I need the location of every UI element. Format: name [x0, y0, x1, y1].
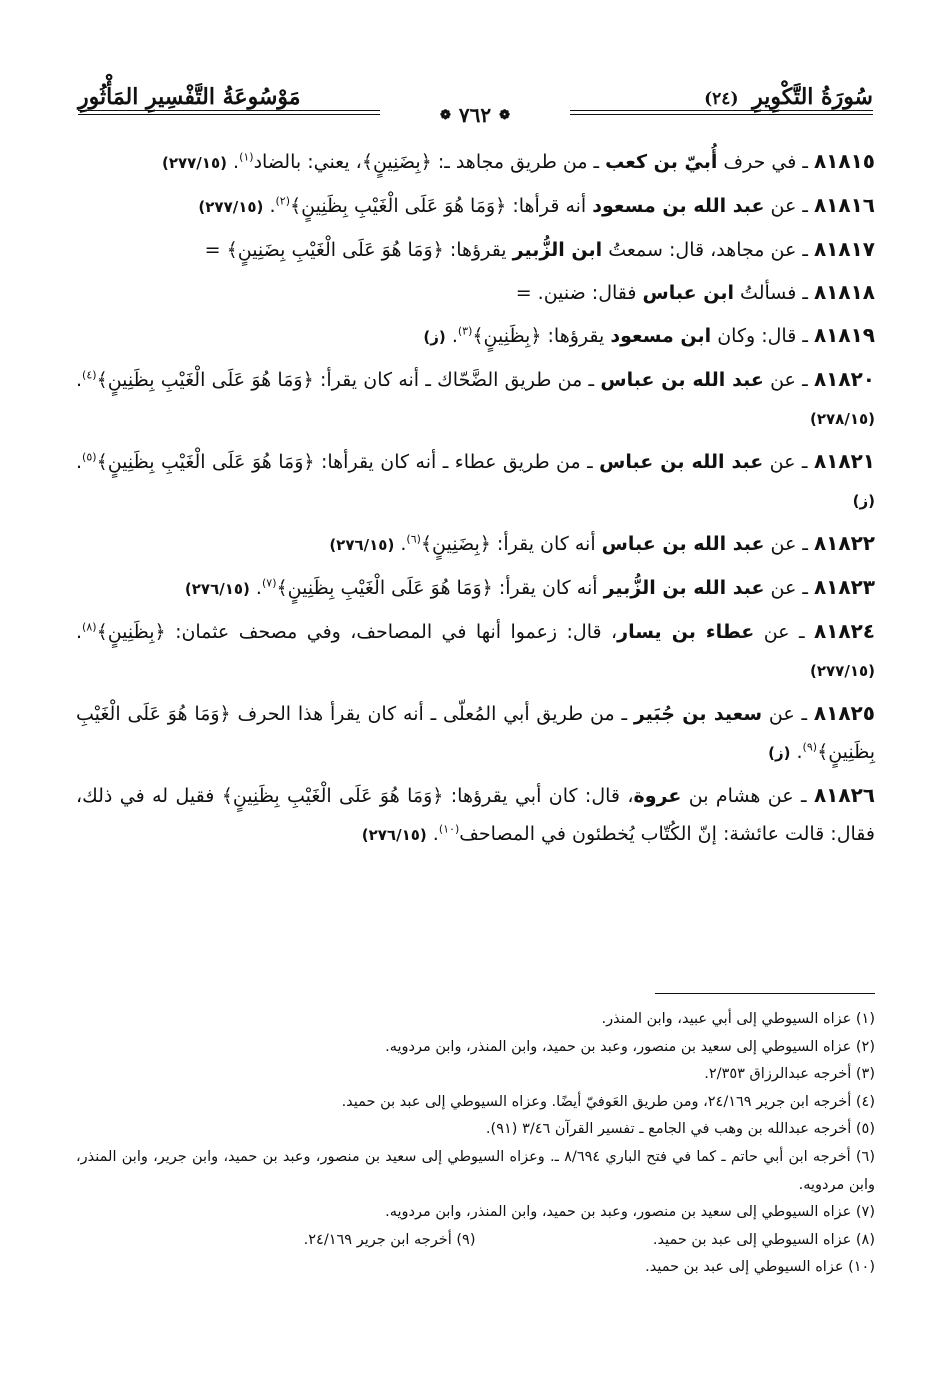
hadith-entry: ٨١٨٢١ ـ عن عبد الله بن عباس ـ من طريق عطاء ـ أنه كان يقرأها: ﴿وَمَا هُوَ عَلَى الْغَيْبِ بِظَنِينٍ﴾$^{(٥)}$. (ز): [76, 449, 875, 510]
footnote: (٧) عزاه السيوطي إلى سعيد بن منصور، وعبد بن حميد، وابن المنذر، وابن مردويه.: [385, 1204, 875, 1221]
quran-quote: ﴿وَمَا هُوَ عَلَى الْغَيْبِ بِظَنِينٍ﴾: [96, 369, 314, 391]
narrator-name: ابن عباس: [642, 282, 734, 304]
ornament-icon: ❁: [499, 107, 511, 123]
quran-quote: ﴿بِضَنِينٍ﴾: [420, 533, 491, 555]
narrator-name: ابن مسعود: [610, 325, 712, 347]
quran-quote: ﴿وَمَا هُوَ عَلَى الْغَيْبِ بِظَنِينٍ﴾: [290, 195, 507, 217]
footnote-marker[interactable]: (٨): [82, 620, 97, 634]
narrator-name: عبد الله بن عباس: [599, 451, 764, 473]
narrator-name: أُبيّ بن كعب: [605, 151, 718, 173]
footnote-marker[interactable]: (٧): [261, 576, 277, 590]
volume-reference: (٢٧٦/١٥): [184, 580, 250, 598]
narrator-name: عطاء بن يسار: [617, 621, 755, 643]
hadith-entry: ٨١٨٢٣ ـ عن عبد الله بن الزُّبير أنه كان يقرأ: ﴿وَمَا هُوَ عَلَى الْغَيْبِ بِظَنِينٍ﴾$^{(٧)}$. (٢٧٦/١٥): [184, 575, 875, 599]
quran-quote: ﴿وَمَا هُوَ عَلَى الْغَيْبِ بِضَنِينٍ﴾: [226, 239, 444, 261]
hadith-entry: ٨١٨١٧ ـ عن مجاهد، قال: سمعتُ ابن الزُّبير يقرؤها: ﴿وَمَا هُوَ عَلَى الْغَيْبِ بِضَنِينٍ﴾ =: [204, 237, 875, 261]
quran-quote: ﴿وَمَا هُوَ عَلَى الْغَيْبِ بِظَنِينٍ﴾: [96, 451, 315, 473]
source-code: (ز): [852, 492, 875, 510]
narrator-name: عبد الله بن الزُّبير: [603, 577, 765, 599]
volume-reference: (٢٧٦/١٥): [329, 536, 395, 554]
footnote-marker[interactable]: (٣): [457, 324, 473, 338]
narrator-name: عبد الله بن عباس: [601, 533, 765, 555]
volume-reference: (٢٧٧/١٥): [161, 154, 227, 172]
footnote: (٢) عزاه السيوطي إلى سعيد بن منصور، وعبد بن حميد، وابن المنذر، وابن مردويه.: [385, 1038, 875, 1055]
entry-number: ٨١٨١٥: [813, 149, 875, 173]
entry-number: ٨١٨٢٥: [813, 701, 875, 725]
page-number: ٧٦٢: [458, 103, 492, 127]
footnote-marker[interactable]: (١٠): [438, 822, 460, 836]
footnote: (١٠) عزاه السيوطي إلى عبد بن حميد.: [645, 1259, 875, 1276]
hadith-entry: ٨١٨٢٥ ـ عن سعيد بن جُبَير ـ من طريق أبي المُعلّى ـ أنه كان يقرأ هذا الحرف ﴿وَمَا هُوَ عَلَى الْغَيْبِ بِظَنِينٍ﴾$^{(٩)}$. (ز): [76, 701, 875, 763]
volume-reference: (٢٧٧/١٥): [810, 662, 875, 680]
footnote: (٤) أخرجه ابن جرير ٢٤/١٦٩، ومن طريق العَوفيّ أيضًا. وعزاه السيوطي إلى عبد بن حميد.: [341, 1093, 875, 1110]
footnote-marker[interactable]: (٢): [275, 194, 291, 208]
main-text: [76, 142, 875, 858]
quran-quote: ﴿وَمَا هُوَ عَلَى الْغَيْبِ بِظَنِينٍ﴾: [76, 703, 875, 763]
source-code: (ز): [423, 328, 446, 346]
hadith-entry: ٨١٨٢٢ ـ عن عبد الله بن عباس أنه كان يقرأ: ﴿بِضَنِينٍ﴾$^{(٦)}$. (٢٧٦/١٥): [329, 531, 875, 555]
hadith-entry: ٨١٨٢٤ ـ عن عطاء بن يسار، قال: زعموا أنها في المصاحف، وفي مصحف عثمان: ﴿بِظَنِينٍ﴾$^{(٨)}$. (٢٧٧/١٥): [76, 619, 875, 680]
quran-quote: ﴿بِظَنِينٍ﴾: [96, 621, 166, 643]
footnote-marker[interactable]: (٦): [406, 532, 421, 546]
hadith-entry: ٨١٨١٨ ـ فسألتُ ابن عباس فقال: ضنين. =: [515, 280, 875, 304]
footnote: (١) عزاه السيوطي إلى أبي عبيد، وابن المنذر.: [601, 1011, 875, 1027]
entry-number: ٨١٨١٨: [813, 280, 875, 304]
surah-title: سُورَةُ التَّكْوِيرِ: [752, 84, 873, 110]
footnote: (٣) أخرجه عبدالرزاق ٢/٣٥٣.: [704, 1066, 875, 1083]
footnote-pair: [76, 1227, 875, 1255]
entry-number: ٨١٨٢١: [813, 449, 875, 473]
volume-reference: (٢٧٧/١٥): [198, 198, 264, 216]
entry-number: ٨١٨٢٢: [813, 531, 875, 555]
entry-number: ٨١٨٢٣: [813, 575, 875, 599]
narrator-name: عبد الله بن مسعود: [592, 195, 765, 217]
footnote-marker[interactable]: (٥): [82, 450, 97, 464]
narrator-name: سعيد بن جُبَير: [633, 703, 763, 725]
footnote: (٩) أخرجه ابن جرير ٢٤/١٦٩.: [303, 1231, 476, 1248]
ornament-icon: ❁: [439, 107, 451, 123]
source-code: (ز): [768, 744, 791, 762]
quran-quote: ﴿وَمَا هُوَ عَلَى الْغَيْبِ بِظَنِينٍ﴾: [221, 785, 444, 807]
footnote-marker[interactable]: (٤): [82, 368, 97, 382]
footnote-marker[interactable]: (١): [239, 150, 254, 164]
quran-quote: ﴿بِضَنِينٍ﴾: [361, 151, 432, 173]
narrator-name: عبد الله بن عباس: [600, 369, 764, 391]
footnote-marker[interactable]: (٩): [802, 740, 818, 754]
footnote: (٦) أخرجه ابن أبي حاتم ـ كما في فتح الباري ٨/٦٩٤ ـ. وعزاه السيوطي إلى سعيد بن منصور، وعبد بن حميد، وابن جرير، وابن المنذر، وابن مردويه.: [76, 1148, 876, 1193]
footnote: (٨) عزاه السيوطي إلى عبد بن حميد.: [652, 1231, 875, 1248]
surah-heading: [704, 84, 873, 110]
footnote-divider: [655, 993, 875, 994]
narrator-name: ابن الزُّبير: [512, 239, 603, 261]
quran-quote: ﴿وَمَا هُوَ عَلَى الْغَيْبِ بِظَنِينٍ﴾: [276, 577, 493, 599]
entry-number: ٨١٨٢٦: [813, 783, 876, 807]
hadith-entry: ٨١٨٢٠ ـ عن عبد الله بن عباس ـ من طريق الضَّحّاك ـ أنه كان يقرأ: ﴿وَمَا هُوَ عَلَى الْغَيْبِ بِظَنِينٍ﴾$^{(٤)}$. (٢٧٨/١٥): [76, 367, 875, 428]
narrator-name: عروة: [633, 785, 682, 807]
entry-number: ٨١٨١٦: [813, 193, 875, 217]
volume-reference: (٢٧٨/١٥): [810, 410, 875, 428]
entry-number: ٨١٨١٧: [813, 237, 875, 261]
volume-reference: (٢٧٦/١٥): [361, 826, 427, 844]
page-number-block: [380, 100, 570, 130]
entry-number: ٨١٨٢٤: [813, 619, 875, 643]
surah-number: (٢٤): [704, 89, 739, 109]
hadith-entry: ٨١٨١٦ ـ عن عبد الله بن مسعود أنه قرأها: ﴿وَمَا هُوَ عَلَى الْغَيْبِ بِظَنِينٍ﴾$^{(٢)}$. (٢٧٧/١٥): [198, 193, 875, 217]
footnote: (٥) أخرجه عبدالله بن وهب في الجامع ـ تفسير القرآن ٣/٤٦ (٩١).: [485, 1121, 875, 1138]
entry-number: ٨١٨٢٠: [813, 367, 875, 391]
hadith-entry: ٨١٨١٩ ـ قال: وكان ابن مسعود يقرؤها: ﴿بِظَنِينٍ﴾$^{(٣)}$. (ز): [423, 323, 875, 347]
hadith-entry: ٨١٨١٥ ـ في حرف أُبيّ بن كعب ـ من طريق مجاهد ـ: ﴿بِضَنِينٍ﴾، يعني: بالضاد$^{(١)}$. (٢٧٧/١٥): [161, 149, 875, 173]
footnotes: [76, 1006, 875, 1282]
hadith-entry: ٨١٨٢٦ ـ عن هشام بن عروة، قال: كان أبي يقرؤها: ﴿وَمَا هُوَ عَلَى الْغَيْبِ بِظَنِينٍ﴾ فقيل له في ذلك، فقال: قالت عائشة: إنّ الكُتّاب يُخطئون في المصاحف$^{(١٠)}$. (٢٧٦/١٥): [76, 783, 876, 845]
entry-number: ٨١٨١٩: [813, 323, 875, 347]
quran-quote: ﴿بِظَنِينٍ﴾: [472, 325, 542, 347]
book-title: مَوْسُوعَةُ التَّفْسِيرِ المَأْثُورِ: [78, 84, 301, 110]
